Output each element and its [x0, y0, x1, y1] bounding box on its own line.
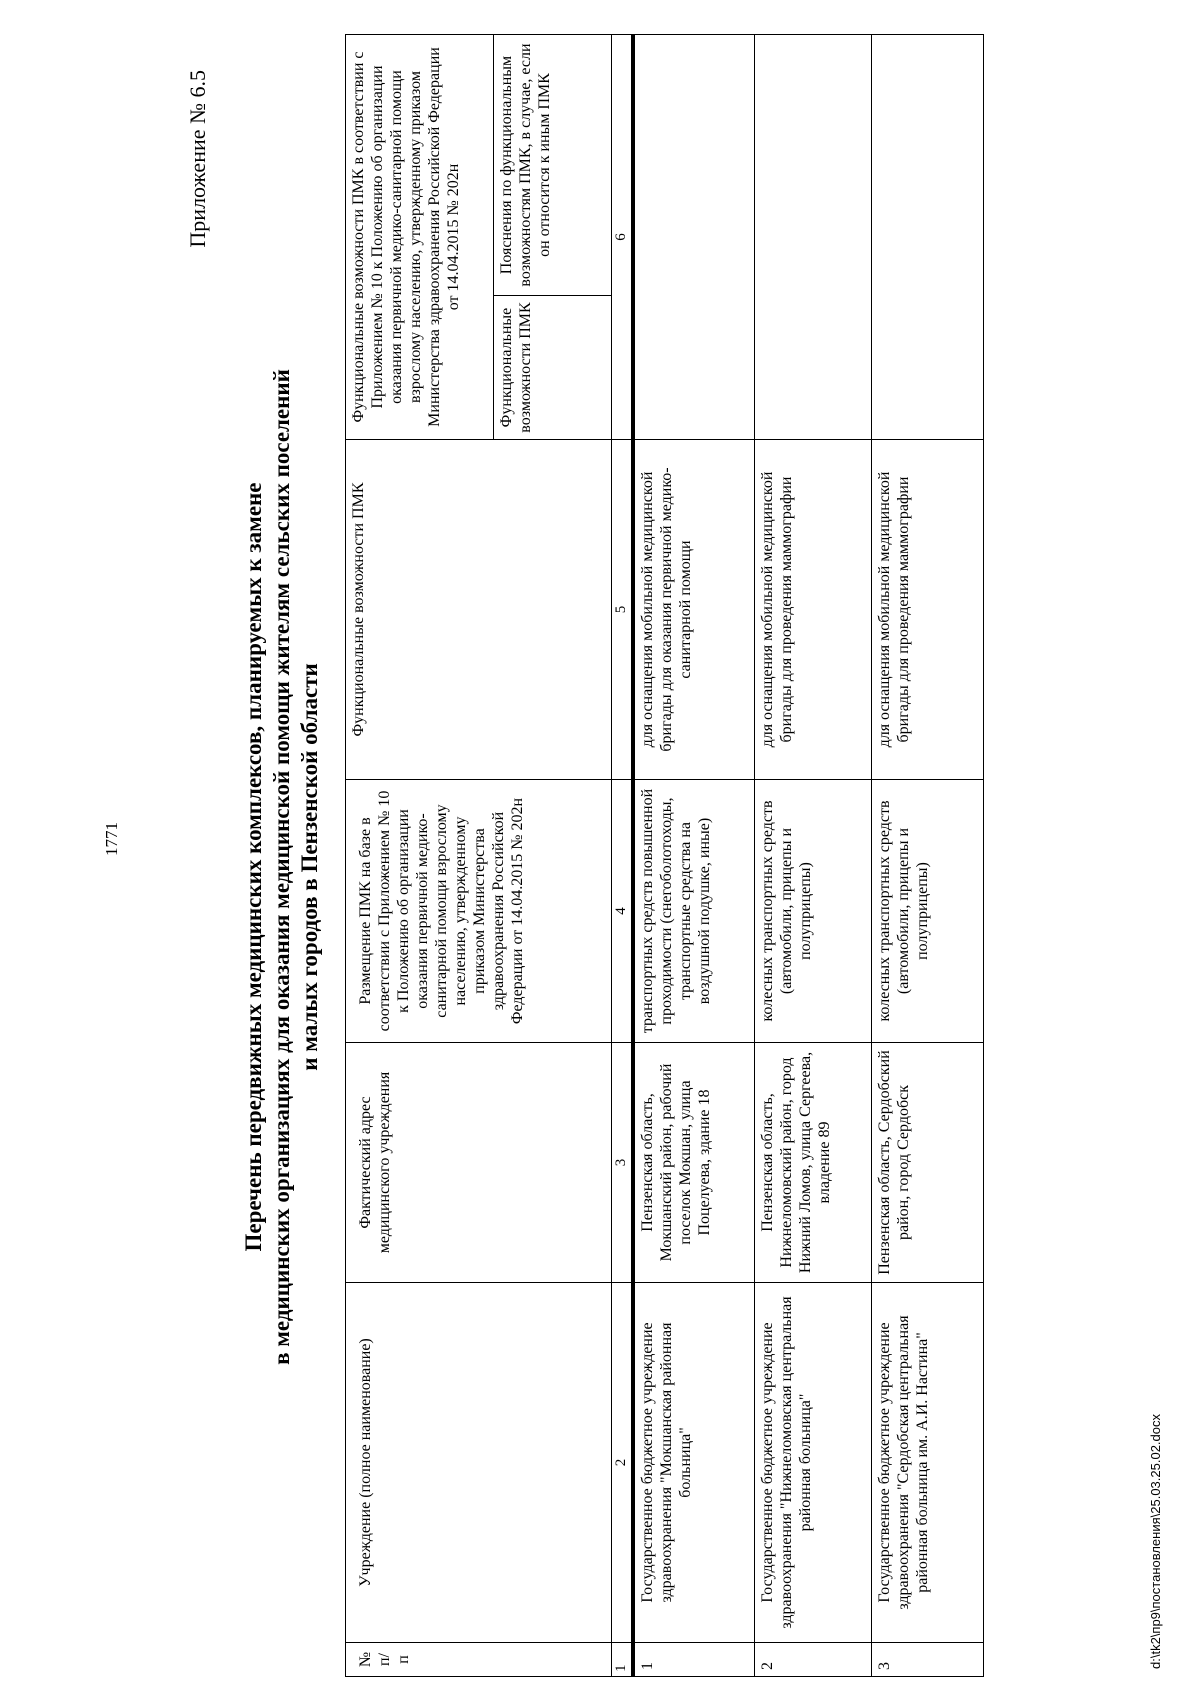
header-notes: Пояснения по функциональным возможностям ПМК, в случае, если он относится к иным ПМК [494, 34, 612, 295]
row-placement: колесных транспортных средств (автомобили, прицепы и полуприцепы) [871, 780, 983, 1043]
column-number-6: 6 [612, 34, 634, 439]
title-line-2: в медицинских организациях для оказания медицинской помощи жителям сельских поселений [269, 369, 294, 1365]
page-number: 1771 [102, 822, 121, 856]
row-number: 3 [871, 1643, 983, 1677]
header-institution: Учреждение (полное наименование) [346, 1283, 612, 1643]
row-address: Пензенская область, Нижнеломовский район, город Нижний Ломов, улица Сергеева, владение 89 [754, 1043, 871, 1283]
column-number-5: 5 [612, 440, 634, 780]
table-row [871, 34, 983, 1676]
row-address: Пензенская область, Мокшанский район, рабочий поселок Мокшан, улица Поцелуева, здание 18 [633, 1043, 754, 1283]
column-number-3: 3 [612, 1043, 634, 1283]
row-institution: Государственное бюджетное учреждение здравоохранения "Нижнеломовская центральная районная больница" [754, 1283, 871, 1643]
row-notes [754, 34, 871, 439]
row-number: 1 [633, 1643, 754, 1677]
column-number-2: 2 [612, 1283, 634, 1643]
row-capabilities: для оснащения мобильной медицинской бригады для проведения маммографии [871, 440, 983, 780]
row-placement: транспортных средств повышенной проходимости (снегоболотоходы, транспортные средства на воздушной подушке, иные) [633, 780, 754, 1043]
row-address: Пензенская область, Сердобский район, город Сердобск [871, 1043, 983, 1283]
row-institution: Государственное бюджетное учреждение здравоохранения "Мокшанская районная больница" [633, 1283, 754, 1643]
header-num: № п/п [346, 1643, 612, 1677]
table-row [754, 34, 871, 1676]
column-number-4: 4 [612, 780, 634, 1043]
header-pmk-group: Функциональные возможности ПМК в соответствии с Приложением № 10 к Положению об организации оказания первичной медико-санитарной помощи взрослому населению, утвержденному приказом Министерства здравоохранения Российской Федерации от 14.04.2015 № 202н [346, 34, 494, 439]
row-capabilities: для оснащения мобильной медицинской бригады для оказания первичной медико-санитарной помощи [633, 440, 754, 780]
row-notes [871, 34, 983, 439]
row-institution: Государственное бюджетное учреждение здравоохранения "Сердобская центральная районная больница им. А.И. Настина" [871, 1283, 983, 1643]
row-capabilities: для оснащения мобильной медицинской бригады для проведения маммографии [754, 440, 871, 780]
title-line-1: Перечень передвижных медицинских комплексов, планируемых к замене [241, 482, 266, 1252]
row-notes [633, 34, 754, 439]
header-placement: Размещение ПМК на базе в соответствии с Приложением № 10 к Положению об организации оказания первичной медико-санитарной помощи взрослому населению, утвержденному приказом Министерства здравоохранения Российской Федерации от 14.04.2015 № 202н [346, 780, 612, 1043]
title-line-3: и малых городов в Пензенской области [297, 663, 322, 1071]
appendix-label: Приложение № 6.5 [185, 70, 210, 248]
row-placement: колесных транспортных средств (автомобили, прицепы и полуприцепы) [754, 780, 871, 1043]
header-address: Фактический адрес медицинского учреждения [346, 1043, 612, 1283]
table-row [633, 34, 754, 1676]
row-number: 2 [754, 1643, 871, 1677]
document-title [240, 207, 324, 1527]
file-path-footer: d:\tk2\пр9\постановления\25.03.25.02.docx [1148, 1414, 1163, 1669]
column-number-1: 1 [612, 1643, 634, 1677]
pmk-table [345, 35, 984, 1677]
header-capabilities-group: Функциональные возможности ПМК [346, 440, 612, 780]
header-capabilities: Функциональные возможности ПМК [494, 296, 612, 440]
